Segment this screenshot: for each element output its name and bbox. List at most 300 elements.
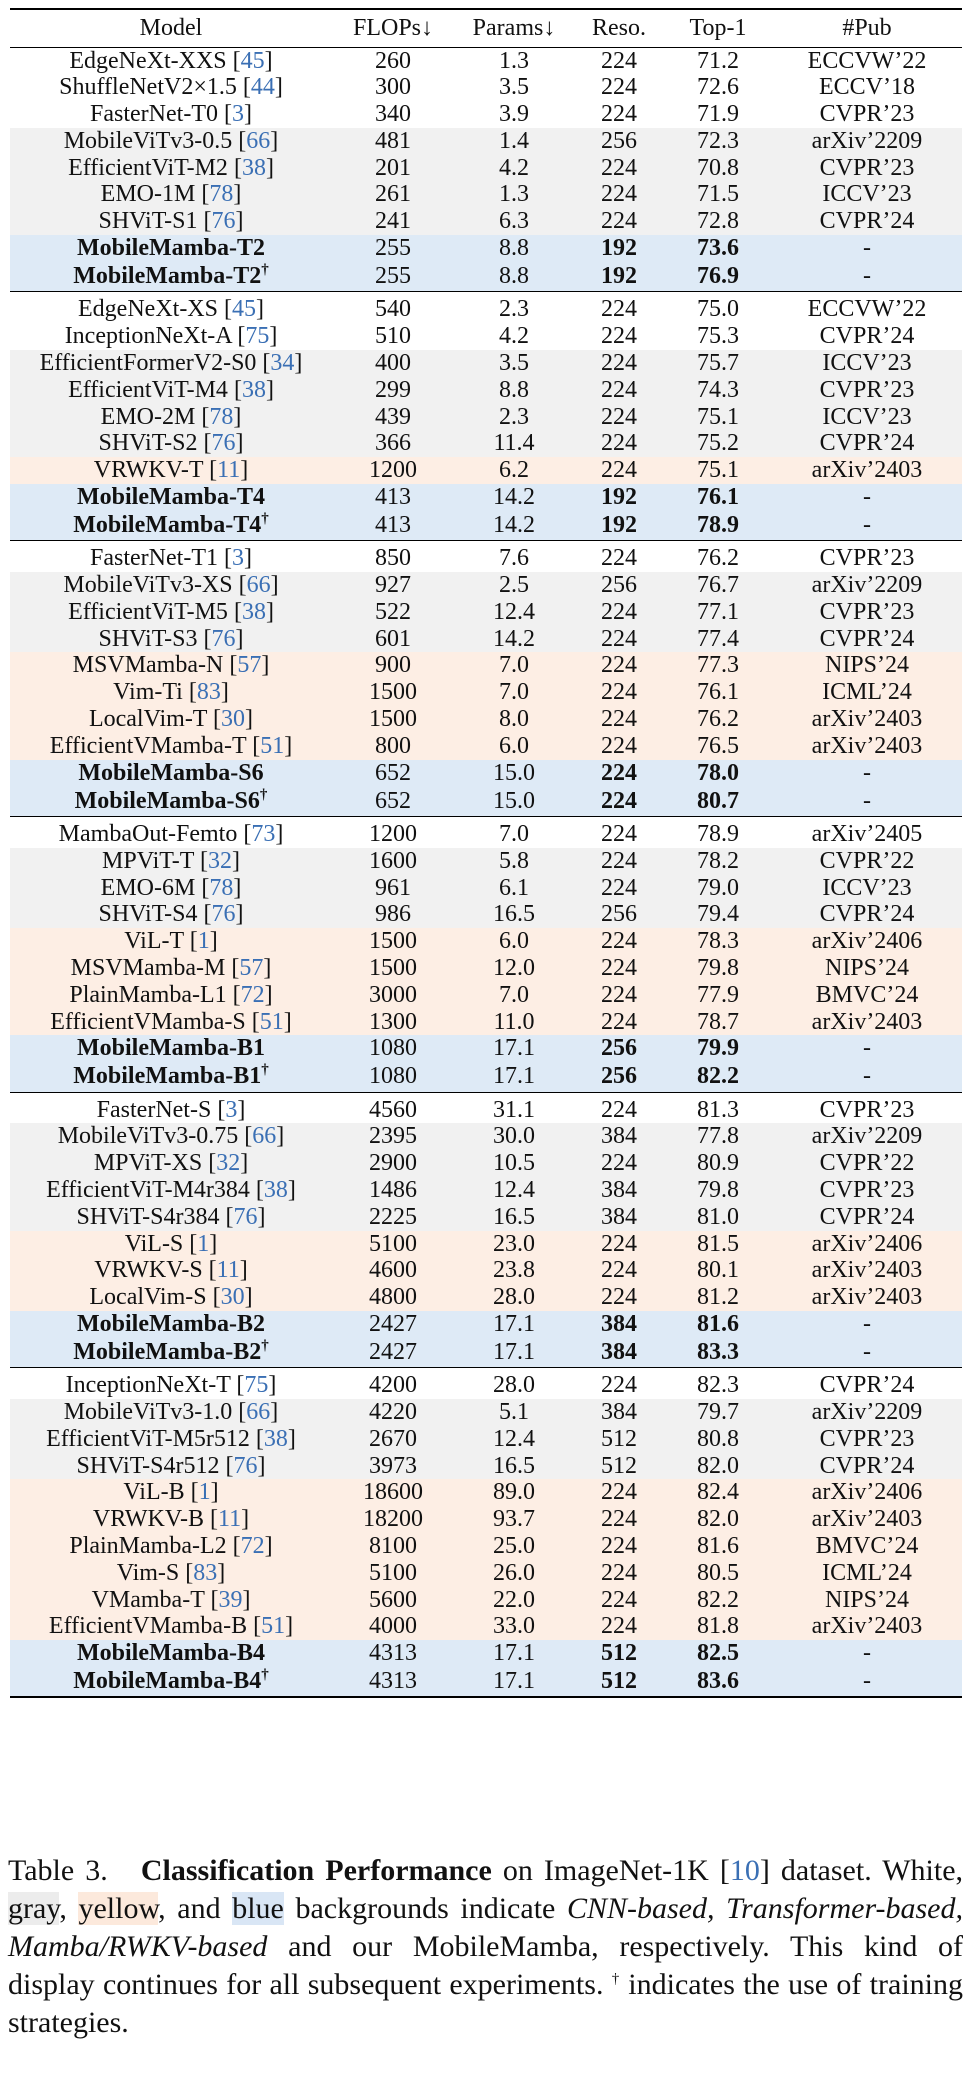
cell-reso: 192 <box>574 235 664 262</box>
cell-params: 1.4 <box>454 128 574 155</box>
caption-types: CNN-based, Transformer-based, Mamba/RWKV-based <box>8 1892 963 1963</box>
cell-reso: 224 <box>574 1231 664 1258</box>
cell-flops: 18600 <box>332 1479 454 1506</box>
citation-link[interactable]: 72 <box>240 981 265 1008</box>
model-name: PlainMamba-L1 <box>69 981 227 1008</box>
cell-top1: 76.2 <box>664 706 772 733</box>
citation-link[interactable]: 51 <box>260 732 285 759</box>
citation-link[interactable]: 45 <box>240 47 265 74</box>
cell-params: 31.1 <box>454 1092 574 1123</box>
model-name: SHViT-S1 <box>98 208 198 235</box>
cell-params: 6.1 <box>454 875 574 902</box>
cell-model: EfficientViT-M4r384 [38] <box>10 1177 332 1204</box>
model-name: MobileMamba-B2 <box>77 1310 265 1337</box>
citation-link[interactable]: 45 <box>231 296 256 323</box>
citation-link[interactable]: 76 <box>211 430 236 457</box>
caption-bg-text: backgrounds indicate <box>295 1892 556 1925</box>
citation-link[interactable]: 32 <box>216 1150 241 1177</box>
cell-params: 28.0 <box>454 1284 574 1311</box>
table-row <box>10 155 962 182</box>
cell-pub: CVPR’23 <box>772 377 962 404</box>
cell-top1: 77.3 <box>664 652 772 679</box>
cell-params: 17.1 <box>454 1338 574 1368</box>
cell-top1: 74.3 <box>664 377 772 404</box>
table-row <box>10 292 962 323</box>
table-row <box>10 679 962 706</box>
model-name: SHViT-S4r512 <box>76 1452 220 1479</box>
cell-flops: 1600 <box>332 848 454 875</box>
table-row <box>10 1009 962 1036</box>
model-name: Vim-S <box>116 1559 180 1586</box>
citation-link[interactable]: 66 <box>252 1123 277 1150</box>
citation-link[interactable]: 76 <box>211 208 236 235</box>
cell-params: 93.7 <box>454 1506 574 1533</box>
table-row <box>10 1560 962 1587</box>
caption-comma: , <box>59 1892 67 1925</box>
cell-params: 12.4 <box>454 1177 574 1204</box>
cell-top1: 76.1 <box>664 484 772 511</box>
citation-link[interactable]: 3 <box>225 1096 238 1123</box>
cell-params: 4.2 <box>454 323 574 350</box>
cell-model <box>10 484 332 511</box>
cell-pub: arXiv’2209 <box>772 1123 962 1150</box>
cell-model <box>10 1667 332 1697</box>
table-row <box>10 875 962 902</box>
model-name: MobileMamba-B1 <box>73 1063 262 1090</box>
cell-top1: 77.1 <box>664 599 772 626</box>
table-header-row <box>10 9 962 47</box>
cell-top1: 79.7 <box>664 1399 772 1426</box>
cell-flops: 2427 <box>332 1338 454 1368</box>
citation-link[interactable]: 76 <box>211 625 236 652</box>
citation-link[interactable]: 73 <box>251 820 276 847</box>
model-name: MobileViTv3-XS <box>63 572 233 599</box>
citation-link[interactable]: 57 <box>239 954 264 981</box>
cell-params: 89.0 <box>454 1479 574 1506</box>
cell-reso: 224 <box>574 1479 664 1506</box>
cell-top1: 78.0 <box>664 760 772 787</box>
cell-top1: 73.6 <box>664 235 772 262</box>
cell-params: 6.2 <box>454 457 574 484</box>
cell-model: MobileViTv3-XS [66] <box>10 572 332 599</box>
model-name: FasterNet-T1 <box>90 545 218 572</box>
cell-flops: 3000 <box>332 982 454 1009</box>
cell-model: MSVMamba-M [57] <box>10 955 332 982</box>
model-name: SHViT-S2 <box>98 430 198 457</box>
caption-white: White, <box>882 1854 964 1887</box>
cell-flops: 2427 <box>332 1311 454 1338</box>
cell-flops: 1080 <box>332 1035 454 1062</box>
header-pub: #Pub <box>772 9 962 47</box>
dagger-mark: † <box>261 1062 269 1079</box>
model-name: EfficientVMamba-B <box>48 1613 248 1640</box>
table-row <box>10 262 962 292</box>
citation-link[interactable]: 38 <box>263 1176 288 1203</box>
table-row <box>10 816 962 847</box>
cell-params: 7.0 <box>454 679 574 706</box>
cell-pub: arXiv’2209 <box>772 128 962 155</box>
citation-link[interactable]: 3 <box>231 545 244 572</box>
cell-top1: 72.6 <box>664 74 772 101</box>
cell-params: 8.8 <box>454 262 574 292</box>
model-name: VRWKV-S <box>94 1257 203 1284</box>
table-row <box>10 733 962 760</box>
citation-link[interactable]: 1 <box>197 1230 210 1257</box>
cell-reso: 224 <box>574 1533 664 1560</box>
cell-pub: NIPS’24 <box>772 1587 962 1614</box>
cell-params: 15.0 <box>454 760 574 787</box>
cell-reso: 224 <box>574 875 664 902</box>
cell-params: 6.0 <box>454 733 574 760</box>
citation-link[interactable]: 38 <box>263 1425 288 1452</box>
cell-params: 14.2 <box>454 626 574 653</box>
table-row <box>10 74 962 101</box>
cell-model <box>10 262 332 292</box>
cell-params: 7.0 <box>454 982 574 1009</box>
table-row <box>10 181 962 208</box>
cell-flops: 261 <box>332 181 454 208</box>
cell-reso: 224 <box>574 1284 664 1311</box>
cell-top1: 78.2 <box>664 848 772 875</box>
cell-flops: 652 <box>332 786 454 816</box>
model-name: EfficientViT-M2 <box>68 154 228 181</box>
table-row <box>10 955 962 982</box>
citation-link[interactable]: 57 <box>237 652 262 679</box>
cell-reso: 192 <box>574 484 664 511</box>
citation-link[interactable]: 83 <box>196 679 221 706</box>
cell-pub: - <box>772 786 962 816</box>
model-name: EMO-6M <box>100 874 196 901</box>
table-row <box>10 848 962 875</box>
dagger-mark: † <box>259 786 268 803</box>
cell-reso: 256 <box>574 128 664 155</box>
model-name: ShuffleNetV2×1.5 <box>59 74 237 101</box>
cell-top1: 72.3 <box>664 128 772 155</box>
citation-link[interactable]: 78 <box>209 874 234 901</box>
cell-pub: arXiv’2403 <box>772 1613 962 1640</box>
cell-params: 17.1 <box>454 1667 574 1697</box>
cell-flops: 413 <box>332 511 454 541</box>
cell-pub: ECCVW’22 <box>772 292 962 323</box>
cell-flops: 255 <box>332 262 454 292</box>
cell-pub: - <box>772 1062 962 1092</box>
cell-flops: 5600 <box>332 1587 454 1614</box>
cell-reso: 224 <box>574 541 664 572</box>
model-name: ViL-B <box>123 1479 185 1506</box>
cell-flops: 5100 <box>332 1231 454 1258</box>
cell-reso: 224 <box>574 377 664 404</box>
citation-link[interactable]: 11 <box>218 1506 242 1533</box>
cell-top1: 79.0 <box>664 875 772 902</box>
cell-flops: 1500 <box>332 928 454 955</box>
cell-top1: 77.8 <box>664 1123 772 1150</box>
cell-model: EfficientViT-M5r512 [38] <box>10 1426 332 1453</box>
model-name: MobileViTv3-1.0 <box>63 1399 233 1426</box>
citation-link[interactable]: 51 <box>261 1613 286 1640</box>
cell-top1: 79.8 <box>664 1177 772 1204</box>
cell-reso: 384 <box>574 1399 664 1426</box>
caption-ref[interactable]: 10 <box>729 1854 760 1887</box>
citation-link[interactable]: 78 <box>209 181 234 208</box>
table-row <box>10 1426 962 1453</box>
cell-top1: 75.1 <box>664 404 772 431</box>
caption-and: , and <box>158 1892 221 1925</box>
cell-pub: - <box>772 1640 962 1667</box>
cell-flops: 1500 <box>332 679 454 706</box>
header-reso: Reso. <box>574 9 664 47</box>
cell-flops: 2900 <box>332 1150 454 1177</box>
table-row <box>10 626 962 653</box>
cell-top1: 83.3 <box>664 1338 772 1368</box>
cell-params: 1.3 <box>454 181 574 208</box>
model-name: MPViT-T <box>102 847 194 874</box>
citation-link[interactable]: 75 <box>244 1372 269 1399</box>
cell-params: 12.4 <box>454 1426 574 1453</box>
model-name: MobileMamba-B1 <box>77 1035 265 1062</box>
cell-pub: - <box>772 484 962 511</box>
citation-link[interactable]: 1 <box>197 928 210 955</box>
cell-top1: 81.6 <box>664 1533 772 1560</box>
citation-link[interactable]: 1 <box>198 1479 211 1506</box>
model-name: EfficientFormerV2-S0 <box>39 349 257 376</box>
cell-reso: 256 <box>574 572 664 599</box>
model-name: FasterNet-T0 <box>90 101 218 128</box>
cell-model: EdgeNeXt-XXS [45] <box>10 47 332 74</box>
cell-pub: CVPR’24 <box>772 208 962 235</box>
cell-reso: 224 <box>574 155 664 182</box>
citation-link[interactable]: 76 <box>233 1203 258 1230</box>
citation-link[interactable]: 76 <box>233 1452 258 1479</box>
cell-model: SHViT-S4r512 [76] <box>10 1453 332 1480</box>
cell-top1: 78.9 <box>664 816 772 847</box>
citation-link[interactable]: 38 <box>241 598 266 625</box>
cell-flops: 4600 <box>332 1257 454 1284</box>
cell-pub: arXiv’2406 <box>772 1479 962 1506</box>
caption-yellow: yellow <box>78 1892 159 1925</box>
cell-params: 3.5 <box>454 74 574 101</box>
cell-flops: 299 <box>332 377 454 404</box>
cell-reso: 224 <box>574 208 664 235</box>
table-row <box>10 350 962 377</box>
cell-top1: 78.7 <box>664 1009 772 1036</box>
citation-link[interactable]: 83 <box>193 1559 218 1586</box>
model-name: ViL-T <box>124 928 184 955</box>
cell-top1: 82.0 <box>664 1453 772 1480</box>
model-name: EfficientViT-M5 <box>68 598 228 625</box>
citation-link[interactable]: 11 <box>217 457 241 484</box>
citation-link[interactable]: 32 <box>207 847 232 874</box>
table-body <box>10 47 962 1697</box>
cell-pub: arXiv’2403 <box>772 457 962 484</box>
cell-flops: 510 <box>332 323 454 350</box>
citation-link[interactable]: 66 <box>246 572 271 599</box>
cell-reso: 224 <box>574 292 664 323</box>
cell-reso: 224 <box>574 652 664 679</box>
cell-flops: 413 <box>332 484 454 511</box>
cell-model: MSVMamba-N [57] <box>10 652 332 679</box>
citation-link[interactable]: 78 <box>209 403 234 430</box>
table-row <box>10 928 962 955</box>
cell-pub: CVPR’23 <box>772 1092 962 1123</box>
header-params: Params↓ <box>454 9 574 47</box>
cell-reso: 224 <box>574 816 664 847</box>
cell-flops: 366 <box>332 430 454 457</box>
cell-pub: - <box>772 1311 962 1338</box>
cell-flops: 1500 <box>332 955 454 982</box>
cell-reso: 224 <box>574 430 664 457</box>
model-name: MSVMamba-N <box>72 652 224 679</box>
cell-reso: 224 <box>574 679 664 706</box>
cell-params: 17.1 <box>454 1640 574 1667</box>
citation-link[interactable]: 34 <box>270 349 295 376</box>
model-name: InceptionNeXt-T <box>65 1372 231 1399</box>
cell-params: 12.0 <box>454 955 574 982</box>
cell-pub: ECCVW’22 <box>772 47 962 74</box>
model-name: EfficientVMamba-S <box>50 1008 246 1035</box>
table-row <box>10 1587 962 1614</box>
cell-model: EfficientFormerV2-S0 [34] <box>10 350 332 377</box>
model-name: VRWKV-T <box>93 457 204 484</box>
model-name: MobileMamba-T4 <box>73 512 262 539</box>
cell-flops: 4313 <box>332 1640 454 1667</box>
citation-link[interactable]: 30 <box>221 706 246 733</box>
citation-link[interactable]: 39 <box>218 1586 243 1613</box>
cell-model <box>10 235 332 262</box>
model-name: EfficientVMamba-T <box>49 732 247 759</box>
cell-params: 14.2 <box>454 484 574 511</box>
cell-model: EfficientVMamba-S [51] <box>10 1009 332 1036</box>
cell-model: FasterNet-T0 [3] <box>10 101 332 128</box>
cell-reso: 224 <box>574 404 664 431</box>
model-name: SHViT-S4r384 <box>76 1203 220 1230</box>
cell-reso: 224 <box>574 1257 664 1284</box>
citation-link[interactable]: 38 <box>241 154 266 181</box>
cell-reso: 224 <box>574 706 664 733</box>
table-row <box>10 404 962 431</box>
cell-model: EMO-6M [78] <box>10 875 332 902</box>
cell-model: PlainMamba-L1 [72] <box>10 982 332 1009</box>
cell-model: VMamba-T [39] <box>10 1587 332 1614</box>
cell-top1: 83.6 <box>664 1667 772 1697</box>
cell-reso: 224 <box>574 181 664 208</box>
model-name: MobileMamba-B2 <box>73 1339 262 1366</box>
cell-model: VRWKV-T [11] <box>10 457 332 484</box>
cell-pub: BMVC’24 <box>772 982 962 1009</box>
cell-flops: 4560 <box>332 1092 454 1123</box>
caption-blue: blue <box>232 1892 284 1925</box>
cell-params: 26.0 <box>454 1560 574 1587</box>
cell-pub: arXiv’2403 <box>772 1257 962 1284</box>
cell-params: 7.0 <box>454 652 574 679</box>
results-table-container <box>10 8 962 1698</box>
cell-pub: CVPR’23 <box>772 541 962 572</box>
caption-title: Classification Performance <box>140 1854 492 1887</box>
model-name: MobileMamba-S6 <box>74 787 260 814</box>
cell-pub: arXiv’2406 <box>772 928 962 955</box>
citation-link[interactable]: 51 <box>259 1008 284 1035</box>
cell-top1: 75.0 <box>664 292 772 323</box>
cell-model: ViL-S [1] <box>10 1231 332 1258</box>
cell-params: 5.1 <box>454 1399 574 1426</box>
table-row <box>10 1640 962 1667</box>
cell-reso: 224 <box>574 982 664 1009</box>
caption-after-ref: ] dataset. <box>759 1854 872 1887</box>
citation-link[interactable]: 38 <box>241 376 266 403</box>
cell-reso: 384 <box>574 1123 664 1150</box>
citation-link[interactable]: 44 <box>250 74 275 101</box>
cell-top1: 77.9 <box>664 982 772 1009</box>
cell-top1: 80.5 <box>664 1560 772 1587</box>
cell-params: 16.5 <box>454 1453 574 1480</box>
dagger-mark: † <box>261 1338 269 1355</box>
cell-params: 23.0 <box>454 1231 574 1258</box>
classification-results-table <box>10 8 962 1698</box>
model-name: PlainMamba-L2 <box>69 1533 227 1560</box>
table-row <box>10 101 962 128</box>
citation-link[interactable]: 3 <box>231 101 244 128</box>
citation-link[interactable]: 30 <box>220 1284 245 1311</box>
cell-reso: 224 <box>574 928 664 955</box>
cell-pub: ECCV’18 <box>772 74 962 101</box>
caption-label: Table 3. <box>8 1854 108 1887</box>
cell-top1: 81.8 <box>664 1613 772 1640</box>
cell-flops: 522 <box>332 599 454 626</box>
cell-reso: 256 <box>574 901 664 928</box>
citation-link[interactable]: 76 <box>211 901 236 928</box>
cell-reso: 384 <box>574 1338 664 1368</box>
citation-link[interactable]: 75 <box>245 323 270 350</box>
citation-link[interactable]: 72 <box>240 1533 265 1560</box>
model-name: MobileMamba-S6 <box>78 759 264 786</box>
cell-params: 17.1 <box>454 1035 574 1062</box>
table-row <box>10 1123 962 1150</box>
cell-params: 6.3 <box>454 208 574 235</box>
cell-top1: 79.9 <box>664 1035 772 1062</box>
model-name: MPViT-XS <box>93 1150 203 1177</box>
cell-reso: 224 <box>574 1009 664 1036</box>
citation-link[interactable]: 66 <box>246 1399 271 1426</box>
cell-reso: 512 <box>574 1667 664 1697</box>
cell-pub: CVPR’23 <box>772 155 962 182</box>
table-row <box>10 652 962 679</box>
cell-model: MobileViTv3-1.0 [66] <box>10 1399 332 1426</box>
cell-model: EMO-2M [78] <box>10 404 332 431</box>
table-row <box>10 1150 962 1177</box>
citation-link[interactable]: 66 <box>246 127 271 154</box>
cell-params: 25.0 <box>454 1533 574 1560</box>
table-row <box>10 208 962 235</box>
cell-top1: 82.5 <box>664 1640 772 1667</box>
cell-params: 30.0 <box>454 1123 574 1150</box>
cell-pub: CVPR’24 <box>772 1204 962 1231</box>
cell-flops: 4800 <box>332 1284 454 1311</box>
cell-params: 33.0 <box>454 1613 574 1640</box>
cell-params: 11.4 <box>454 430 574 457</box>
cell-pub: CVPR’24 <box>772 1453 962 1480</box>
citation-link[interactable]: 11 <box>216 1257 240 1284</box>
cell-flops: 300 <box>332 74 454 101</box>
cell-flops: 1200 <box>332 457 454 484</box>
model-name: SHViT-S3 <box>98 625 198 652</box>
cell-reso: 224 <box>574 1092 664 1123</box>
cell-model <box>10 1338 332 1368</box>
model-name: EMO-2M <box>100 403 196 430</box>
cell-pub: CVPR’23 <box>772 101 962 128</box>
model-name: MobileMamba-B4 <box>73 1668 262 1695</box>
cell-pub: - <box>772 511 962 541</box>
cell-model: EfficientViT-M2 [38] <box>10 155 332 182</box>
cell-reso: 512 <box>574 1453 664 1480</box>
